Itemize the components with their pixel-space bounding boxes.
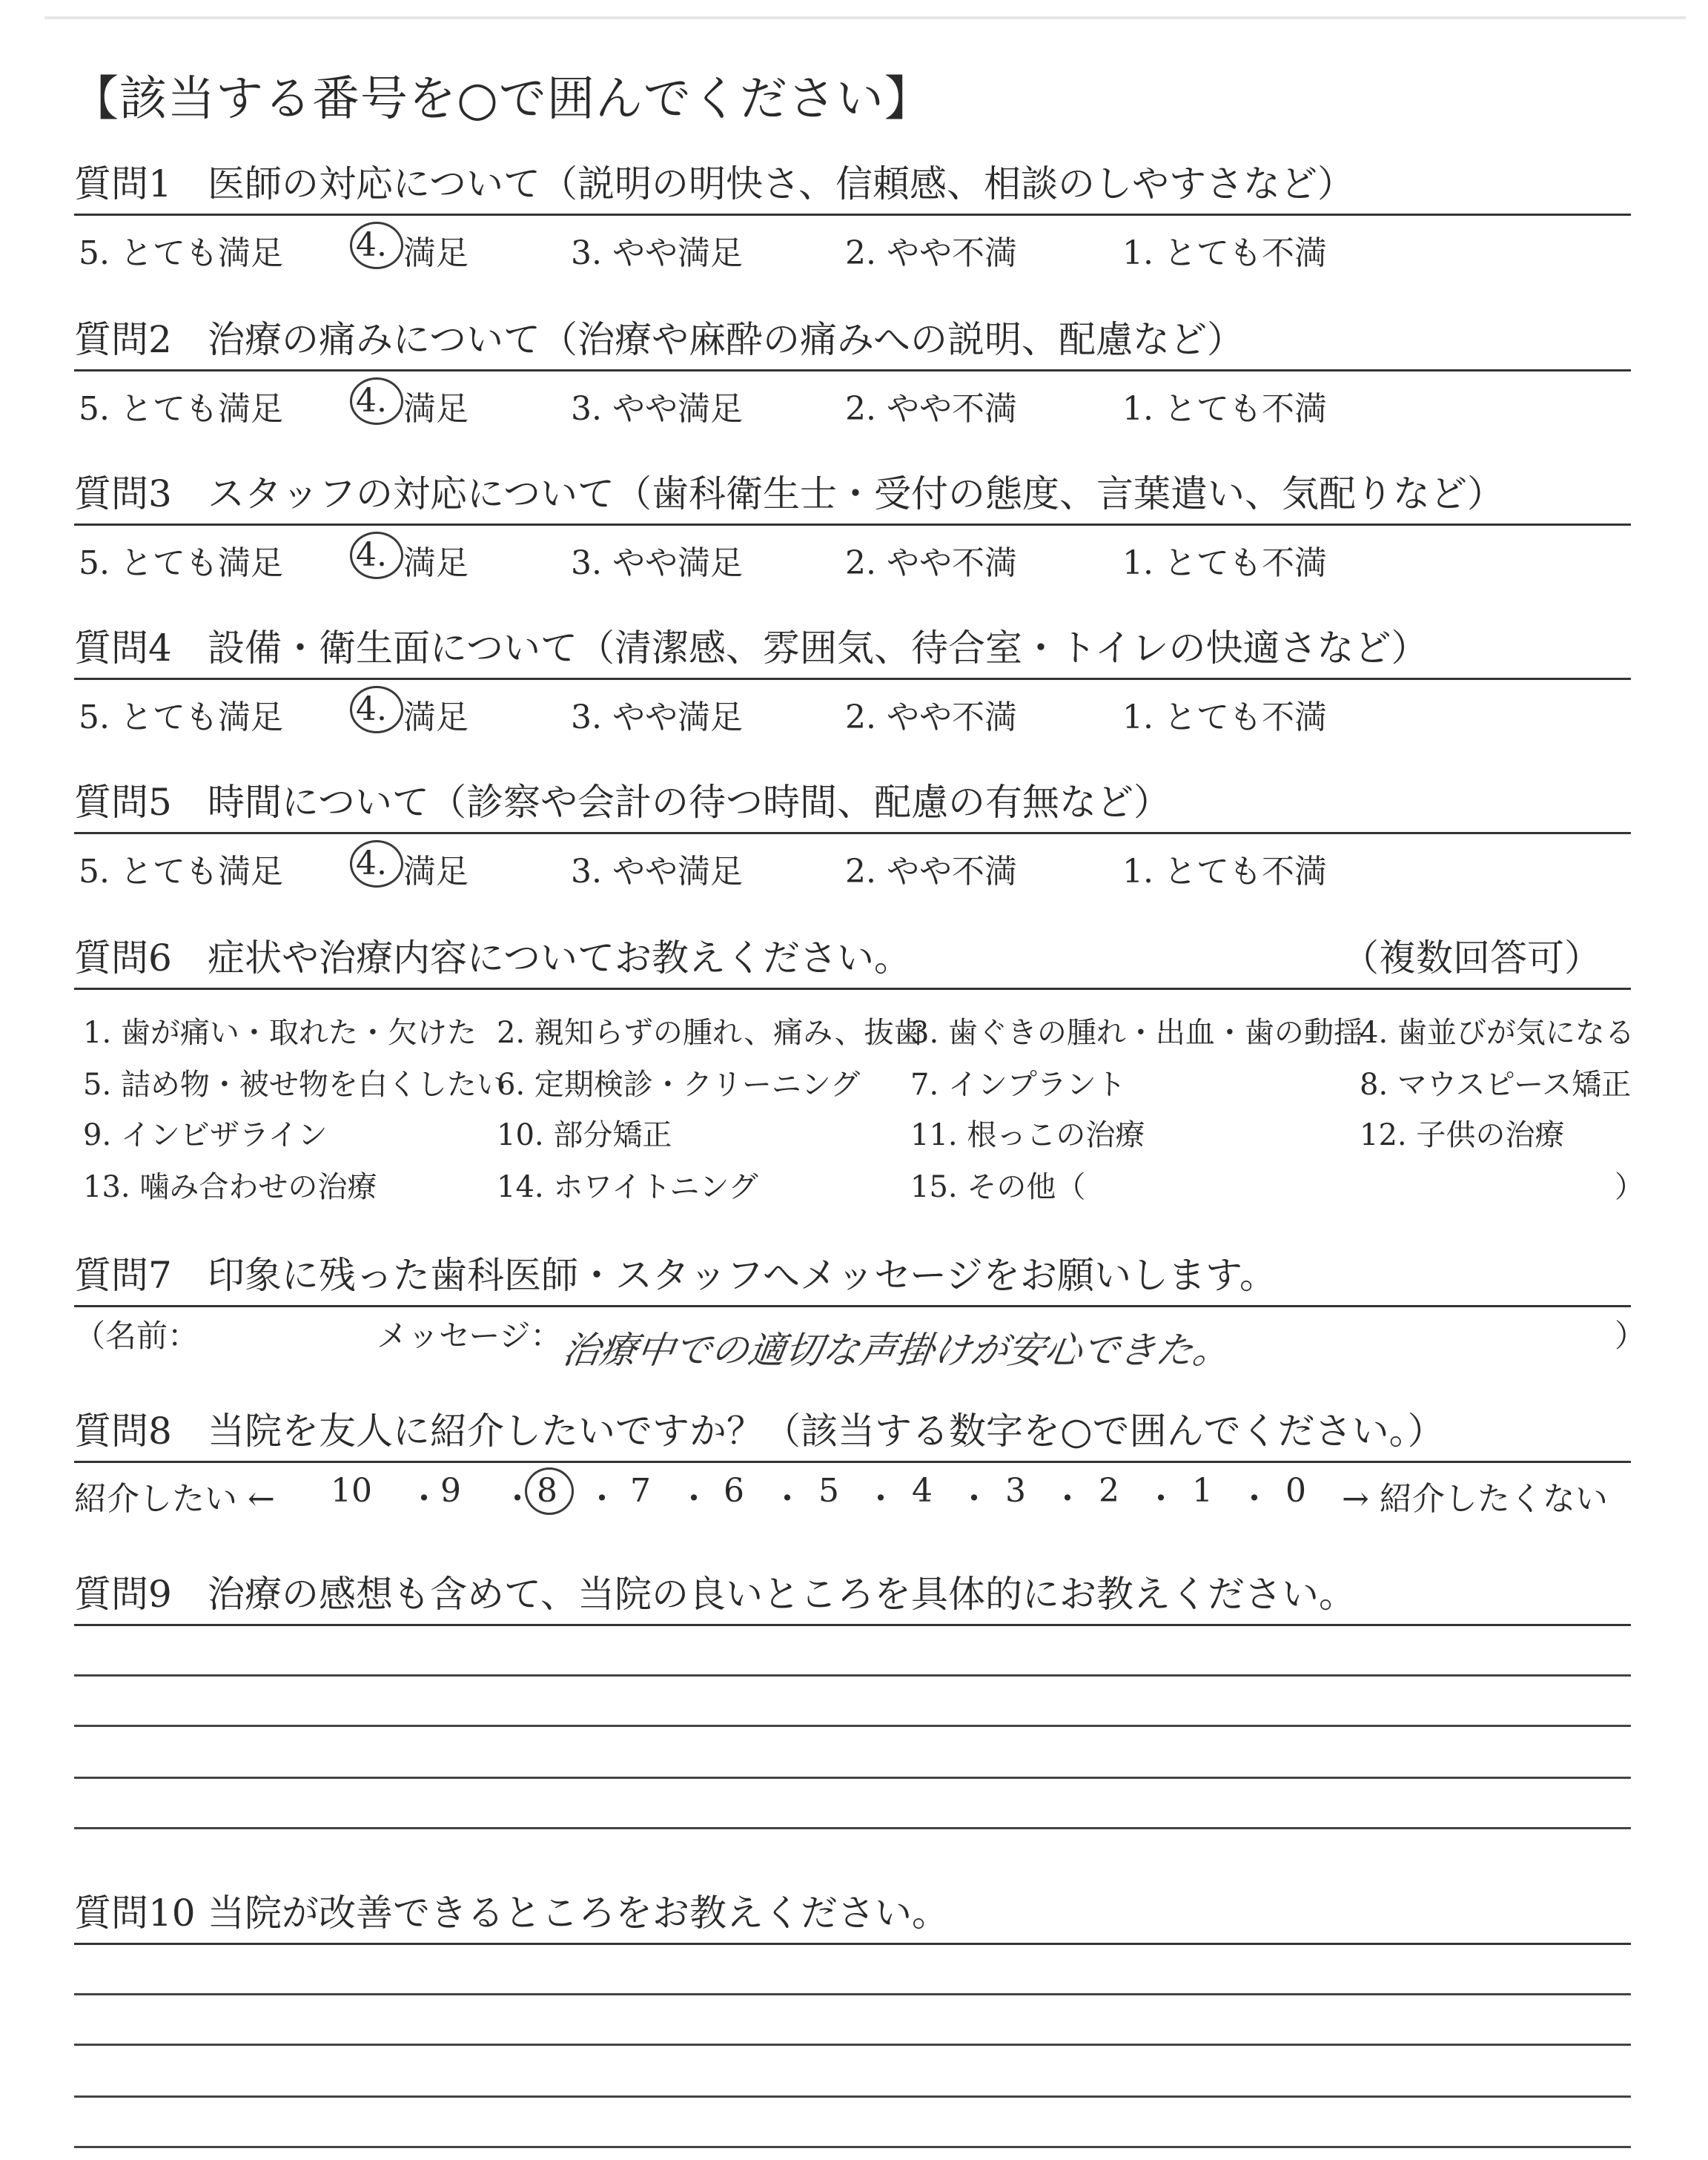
option-3[interactable]: 3. やや満足 (571, 390, 743, 428)
handwritten-message[interactable]: 治療中での適切な声掛けが安心できた。 (560, 1329, 1234, 1372)
option-2[interactable]: 2. やや不満 (845, 234, 1017, 272)
option-4-label: 満足 (403, 390, 469, 428)
scale-1[interactable]: 1 (1192, 1472, 1213, 1510)
rating-options (74, 680, 1631, 736)
answer-line[interactable] (74, 2146, 1631, 2148)
rating-options (74, 371, 1631, 428)
question-8 (74, 1409, 1631, 1518)
answer-line[interactable] (74, 1674, 1631, 1677)
question-text: 時間について（診察や会計の待つ時間、配慮の有無など） (208, 781, 1171, 824)
option-4-label: 満足 (403, 853, 469, 891)
scale-dot: ・ (771, 1480, 804, 1518)
message-label: メッセージ： (377, 1318, 562, 1354)
question-number: 質問9 (74, 1573, 172, 1616)
selection-circle (525, 1467, 574, 1515)
answer-line[interactable] (74, 2044, 1631, 2046)
question-text: スタッフの対応について（歯科衛生士・受付の態度、言葉遣い、気配りなど） (208, 472, 1504, 515)
scale-left-label: 紹介したい ← (74, 1480, 275, 1518)
option-4[interactable]: 4. (356, 226, 387, 264)
selection-circle (350, 377, 403, 425)
question-number: 質問5 (74, 781, 172, 824)
scale-dot: ・ (1238, 1480, 1271, 1518)
scale-dot: ・ (1051, 1480, 1084, 1518)
other-close-paren: ） (1615, 1170, 1644, 1204)
option-2[interactable]: 2. やや不満 (845, 853, 1017, 891)
option-4[interactable]: 4. (356, 536, 387, 574)
message-row (74, 1307, 1646, 1372)
option-2[interactable]: 2. やや不満 (845, 390, 1017, 428)
symptom-item[interactable]: 14. ホワイトニング (497, 1170, 758, 1204)
option-3[interactable]: 3. やや満足 (571, 544, 743, 582)
question-number: 質問3 (74, 472, 172, 515)
option-4-label: 満足 (403, 544, 469, 582)
scale-6[interactable]: 6 (724, 1472, 744, 1510)
symptom-item[interactable]: 6. 定期検診・クリーニング (497, 1068, 861, 1102)
option-4-label: 満足 (403, 698, 469, 736)
rating-options (74, 216, 1631, 272)
option-5[interactable]: 5. とても満足 (79, 698, 283, 736)
answer-line[interactable] (74, 1993, 1631, 1995)
question-number: 質問6 (74, 937, 172, 980)
question-2 (74, 317, 1631, 428)
message-close-paren: ） (1615, 1318, 1646, 1354)
scale-5[interactable]: 5 (818, 1472, 839, 1510)
option-5[interactable]: 5. とても満足 (79, 234, 283, 272)
symptom-item[interactable]: 10. 部分矯正 (497, 1118, 672, 1152)
question-9 (74, 1572, 1631, 1626)
answer-line[interactable] (74, 1725, 1631, 1727)
scale-10[interactable]: 10 (331, 1472, 372, 1510)
question-5 (74, 780, 1631, 891)
symptom-item[interactable]: 7. インプラント (910, 1068, 1126, 1102)
selection-circle (350, 222, 403, 269)
scale-dot: ・ (678, 1480, 710, 1518)
scale-0[interactable]: 0 (1285, 1472, 1306, 1510)
scale-7[interactable]: 7 (630, 1472, 651, 1510)
scale-8[interactable]: 8 (537, 1472, 557, 1510)
option-1[interactable]: 1. とても不満 (1122, 390, 1327, 428)
selection-circle (350, 532, 403, 579)
option-4[interactable]: 4. (356, 845, 387, 882)
scale-dot: ・ (586, 1480, 618, 1518)
option-3[interactable]: 3. やや満足 (571, 234, 743, 272)
symptom-item[interactable]: 11. 根っこの治療 (910, 1118, 1145, 1152)
option-1[interactable]: 1. とても不満 (1122, 544, 1327, 582)
question-text: 設備・衛生面について（清潔感、雰囲気、待合室・トイレの快適さなど） (208, 627, 1429, 670)
scale-3[interactable]: 3 (1005, 1472, 1026, 1510)
scale-dot: ・ (1145, 1480, 1177, 1518)
question-number: 質問7 (74, 1254, 172, 1297)
top-border (44, 16, 1686, 19)
answer-line[interactable] (74, 1827, 1631, 1829)
answer-line[interactable] (74, 2095, 1631, 2098)
question-10 (74, 1891, 1631, 1945)
question-number: 質問8 (74, 1410, 172, 1453)
symptom-item[interactable]: 5. 詰め物・被せ物を白くしたい (83, 1068, 506, 1102)
symptom-options (74, 990, 1644, 1205)
symptom-item[interactable]: 2. 親知らずの腫れ、痛み、抜歯 (497, 1016, 924, 1050)
question-text: 印象に残った歯科医師・スタッフへメッセージをお願いします。 (208, 1254, 1277, 1297)
question-3 (74, 472, 1631, 582)
question-4 (74, 626, 1631, 736)
option-3[interactable]: 3. やや満足 (571, 698, 743, 736)
option-4-label: 満足 (403, 234, 469, 272)
divider (74, 1943, 1631, 1945)
scale-dot: ・ (501, 1480, 534, 1518)
question-text: 当院を友人に紹介したいですか？（該当する数字を○で囲んでください。） (208, 1410, 1445, 1453)
question-number: 質問4 (74, 627, 172, 670)
symptom-item[interactable]: 9. インビザライン (83, 1118, 328, 1152)
scale-4[interactable]: 4 (912, 1472, 933, 1510)
question-number: 質問1 (74, 162, 172, 205)
symptom-item[interactable]: 8. マウスピース矯正 (1360, 1068, 1632, 1102)
symptom-item[interactable]: 15. その他（ (910, 1170, 1086, 1204)
scale-right-label: → 紹介したくない (1342, 1480, 1608, 1518)
rating-options (74, 834, 1631, 891)
selection-circle (350, 686, 403, 733)
symptom-item[interactable]: 3. 歯ぐきの腫れ・出血・歯の動揺 (910, 1016, 1363, 1050)
option-5[interactable]: 5. とても満足 (79, 544, 283, 582)
question-text: 当院が改善できるところをお教えください。 (208, 1892, 949, 1935)
recommend-scale (74, 1463, 1631, 1518)
option-2[interactable]: 2. やや不満 (845, 698, 1017, 736)
question-text: 医師の対応について（説明の明快さ、信頼感、相談のしやすさなど） (208, 162, 1354, 205)
question-number: 質問10 (74, 1892, 196, 1935)
divider (74, 1624, 1631, 1626)
scale-dot: ・ (408, 1480, 440, 1518)
rating-options (74, 526, 1631, 582)
question-text: 治療の感想も含めて、当院の良いところを具体的にお教えください。 (208, 1573, 1356, 1616)
question-number: 質問2 (74, 318, 172, 361)
form-header: 【該当する番号を○で囲んでください】 (71, 72, 933, 127)
symptom-item[interactable]: 13. 噛み合わせの治療 (83, 1170, 377, 1204)
question-7 (74, 1253, 1646, 1372)
option-2[interactable]: 2. やや不満 (845, 544, 1017, 582)
option-1[interactable]: 1. とても不満 (1122, 234, 1327, 272)
symptom-item[interactable]: 1. 歯が痛い・取れた・欠けた (83, 1016, 477, 1050)
option-5[interactable]: 5. とても満足 (79, 390, 283, 428)
selection-circle (350, 840, 403, 888)
option-1[interactable]: 1. とても不満 (1122, 698, 1327, 736)
option-3[interactable]: 3. やや満足 (571, 853, 743, 891)
answer-line[interactable] (74, 1777, 1631, 1779)
question-text: 症状や治療内容についてお教えください。 (208, 937, 911, 980)
name-label: （名前： (74, 1318, 199, 1354)
scale-2[interactable]: 2 (1099, 1472, 1119, 1510)
multiple-answers-note: （複数回答可） (1342, 937, 1601, 980)
scale-dot: ・ (958, 1480, 990, 1518)
symptom-item[interactable]: 12. 子供の治療 (1360, 1118, 1565, 1152)
symptom-item[interactable]: 4. 歯並びが気になる (1360, 1016, 1635, 1050)
scale-dot: ・ (864, 1480, 897, 1518)
option-1[interactable]: 1. とても不満 (1122, 853, 1327, 891)
option-5[interactable]: 5. とても満足 (79, 853, 283, 891)
scale-9[interactable]: 9 (440, 1472, 461, 1510)
question-1 (74, 162, 1631, 272)
question-6 (74, 936, 1644, 1205)
question-text: 治療の痛みについて（治療や麻酔の痛みへの説明、配慮など） (208, 318, 1244, 361)
option-4[interactable]: 4. (356, 382, 387, 420)
option-4[interactable]: 4. (356, 690, 387, 728)
